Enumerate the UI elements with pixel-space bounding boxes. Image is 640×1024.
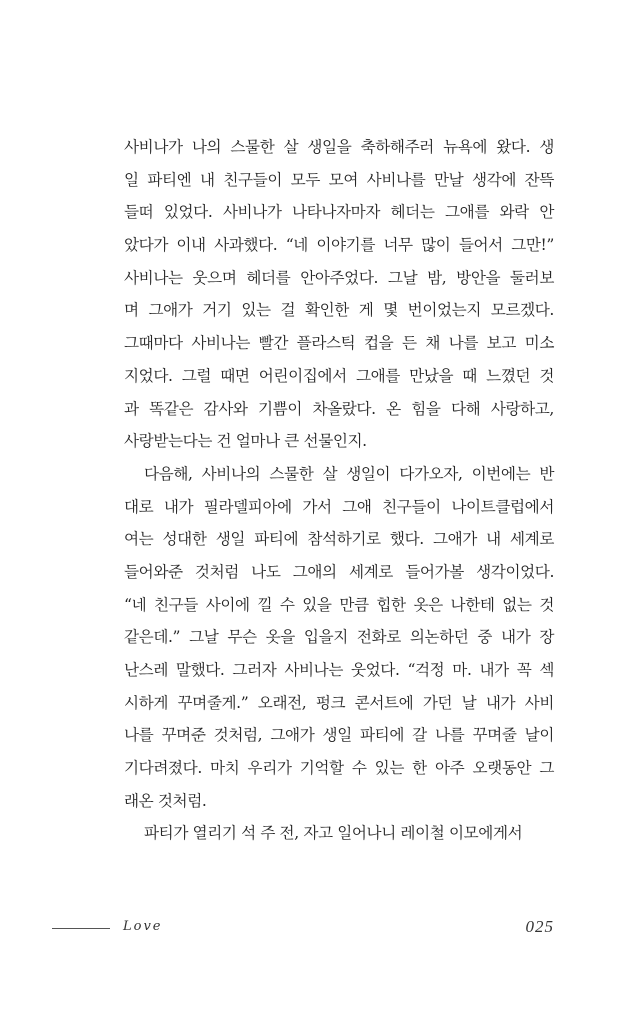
text-line: 기다려졌다. 마치 우리가 기억할 수 있는 한 아주 오랫동안 그 bbox=[124, 759, 554, 778]
paragraph-end-line: 사랑받는다는 건 얼마나 큰 선물인지. bbox=[124, 432, 367, 451]
text-line: 지었다. 그럴 때면 어린이집에서 그애를 만났을 때 느꼈던 것 bbox=[124, 366, 554, 385]
text-line: 며 그애가 거기 있는 걸 확인한 게 몇 번이었는지 모르겠다. bbox=[124, 301, 554, 320]
text-line: 그때마다 사비나는 빨간 플라스틱 컵을 든 채 나를 보고 미소 bbox=[124, 334, 554, 353]
paragraph-start-line: 다음해, 사비나의 스물한 살 생일이 다가오자, 이번에는 반 bbox=[144, 464, 554, 483]
text-line: 들떠 있었다. 사비나가 나타나자마자 헤더는 그애를 와락 안 bbox=[124, 203, 554, 222]
text-line: 일 파티엔 내 친구들이 모두 모여 사비나를 만날 생각에 잔뜩 bbox=[124, 170, 554, 189]
footer-rule-divider bbox=[52, 928, 110, 929]
body-text bbox=[124, 131, 554, 850]
text-line: 여는 성대한 생일 파티에 참석하기로 했다. 그애가 내 세계로 bbox=[124, 530, 554, 549]
text-line: 대로 내가 필라델피아에 가서 그애 친구들이 나이트클럽에서 bbox=[124, 497, 554, 516]
text-line: 과 똑같은 감사와 기쁨이 차올랐다. 온 힘을 다해 사랑하고, bbox=[124, 399, 554, 418]
text-line: 았다가 이내 사과했다. “네 이야기를 너무 많이 들어서 그만!” bbox=[124, 236, 554, 255]
text-line: “네 친구들 사이에 낄 수 있을 만큼 힙한 옷은 나한테 없는 것 bbox=[124, 595, 554, 614]
text-line: 사비나가 나의 스물한 살 생일을 축하해주러 뉴욕에 왔다. 생 bbox=[124, 138, 554, 156]
paragraph-end-line: 래온 것처럼. bbox=[124, 791, 207, 810]
text-line: 시하게 꾸며줄게.” 오래전, 펑크 콘서트에 가던 날 내가 사비 bbox=[124, 693, 554, 712]
page-number: 025 bbox=[525, 917, 554, 936]
text-line: 사비나는 웃으며 헤더를 안아주었다. 그날 밤, 방안을 둘러보 bbox=[124, 268, 554, 287]
text-line: 같은데.” 그날 무슨 옷을 입을지 전화로 의논하던 중 내가 장 bbox=[124, 628, 554, 647]
running-footer-title: Love bbox=[123, 919, 163, 934]
paragraph-start-line: 파티가 열리기 석 주 전, 자고 일어나니 레이철 이모에게서 bbox=[144, 824, 523, 843]
text-line: 들어와준 것처럼 나도 그애의 세계로 들어가볼 생각이었다. bbox=[124, 562, 554, 581]
text-line: 나를 꾸며준 것처럼, 그애가 생일 파티에 갈 나를 꾸며줄 날이 bbox=[124, 726, 554, 745]
text-line: 난스레 말했다. 그러자 사비나는 웃었다. “걱정 마. 내가 꼭 섹 bbox=[124, 661, 554, 679]
